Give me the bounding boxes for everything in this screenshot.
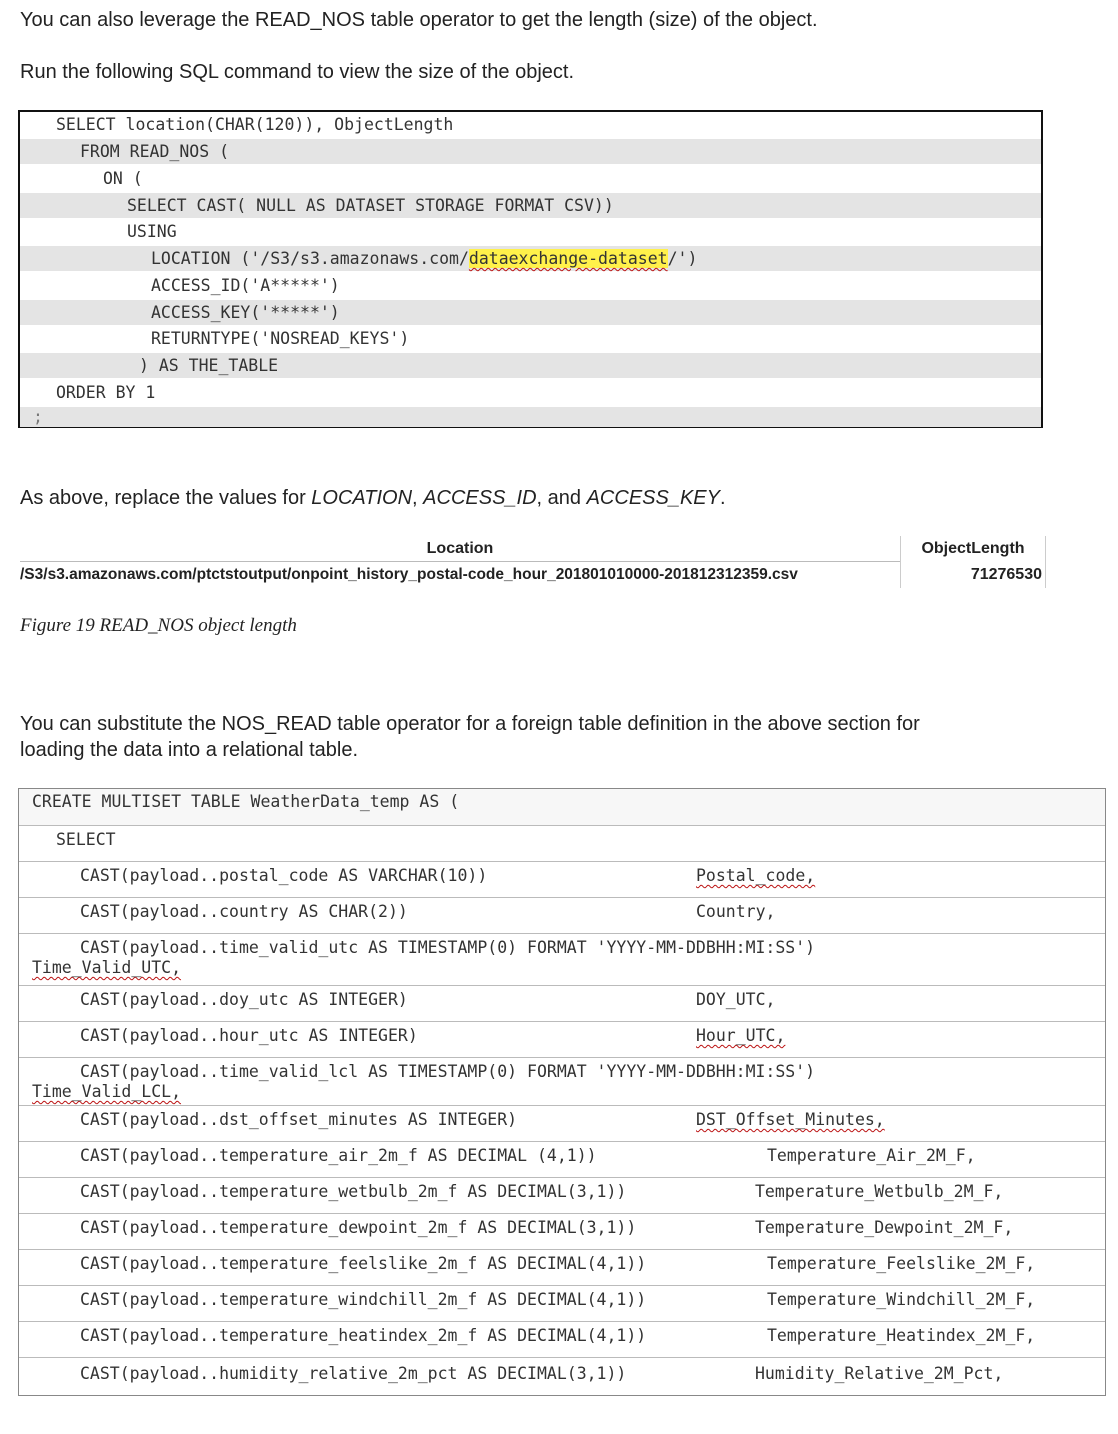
code-expr: CAST(payload..doy_utc AS INTEGER) [80,990,408,1009]
code-alias: DOY_UTC, [696,990,776,1009]
code-text: SELECT CAST( NULL AS DATASET STORAGE FORMAT CSV)) [127,196,614,215]
code-expr: CAST(payload..temperature_heatindex_2m_f AS DECIMAL(4,1)) [80,1326,647,1345]
code-alias: Time_Valid_UTC, [32,958,182,977]
code-expr: CAST(payload..temperature_wetbulb_2m_f AS DECIMAL(3,1)) [80,1182,627,1201]
code-row [19,861,1105,897]
code-expr: CAST(payload..postal_code AS VARCHAR(10)) [80,866,488,885]
code-text: ACCESS_KEY('*****') [151,303,340,322]
code-text: SELECT [56,830,116,849]
intro-line-1: You can also leverage the READ_NOS table operator to get the length (size) of the object. [20,9,818,31]
code-row [19,985,1105,1021]
code-text: ACCESS_ID('A*****') [151,276,340,295]
code-line [20,326,1041,351]
code-row [19,897,1105,933]
code-alias: DST_Offset_Minutes, [696,1110,885,1129]
code-expr: CAST(payload..temperature_windchill_2m_f AS DECIMAL(4,1)) [80,1290,647,1309]
code-expr: CAST(payload..temperature_dewpoint_2m_f AS DECIMAL(3,1)) [80,1218,637,1237]
code-row [19,1141,1105,1177]
code-expr: CAST(payload..hour_utc AS INTEGER) [80,1026,418,1045]
para3-line-1: You can substitute the NOS_READ table operator for a foreign table definition in the above section for [20,713,920,735]
code-text: SELECT location(CHAR(120)), ObjectLength [56,115,454,134]
code-text: FROM READ_NOS ( [80,142,230,161]
code-alias: Temperature_Windchill_2M_F, [767,1290,1036,1309]
table-right-border [1045,536,1046,588]
code-row [19,1249,1105,1285]
code-text: ; [33,407,43,426]
code-expr: CAST(payload..temperature_feelslike_2m_f AS DECIMAL(4,1)) [80,1254,647,1273]
code-expr: CAST(payload..temperature_air_2m_f AS DECIMAL (4,1)) [80,1146,597,1165]
code-expr: CAST(payload..country AS CHAR(2)) [80,902,408,921]
intro-line-2: Run the following SQL command to view the size of the object. [20,61,574,83]
code-line [20,166,1041,191]
code-alias: Temperature_Feelslike_2M_F, [767,1254,1036,1273]
code-line [20,139,1041,164]
code-line [20,219,1041,244]
cell-object-length: 71276530 [970,566,1042,583]
instruction-text: As above, replace the values for LOCATION, ACCESS_ID, and ACCESS_KEY. [20,487,726,509]
code-text: LOCATION ('/S3/s3.amazonaws.com/dataexchange-dataset/') [151,249,698,268]
code-line [20,407,1041,427]
code-text: ORDER BY 1 [56,383,156,402]
code-text: ) AS THE_TABLE [139,356,279,375]
header-location: Location [426,540,494,557]
code-alias: Humidity_Relative_2M_Pct, [755,1364,1004,1383]
code-expr: CAST(payload..time_valid_utc AS TIMESTAMP(0) FORMAT 'YYYY-MM-DDBHH:MI:SS') [80,938,816,957]
code-alias: Time_Valid_LCL, [32,1082,182,1101]
code-row [19,1213,1105,1249]
code-row [19,933,1105,985]
code-alias: Hour_UTC, [696,1026,786,1045]
para3-line-2: loading the data into a relational table. [20,739,359,761]
header-object-length: ObjectLength [921,540,1025,557]
code-line [20,353,1041,378]
code-row [19,789,1105,825]
code-line [20,380,1041,405]
code-alias: Country, [696,902,776,921]
code-text: ON ( [103,169,143,188]
code-row [19,825,1105,861]
code-row [19,1321,1105,1357]
code-alias: Temperature_Air_2M_F, [767,1146,976,1165]
code-alias: Postal_code, [696,866,816,885]
code-line [20,193,1041,218]
code-row [19,1177,1105,1213]
code-alias: Temperature_Wetbulb_2M_F, [755,1182,1004,1201]
code-line [20,273,1041,298]
code-row [19,1105,1105,1141]
code-line [20,300,1041,325]
code-alias: Temperature_Dewpoint_2M_F, [755,1218,1014,1237]
code-expr: CAST(payload..dst_offset_minutes AS INTEGER) [80,1110,518,1129]
code-row [19,1357,1105,1395]
code-line [20,112,1041,137]
result-table [20,536,1046,588]
code-text: RETURNTYPE('NOSREAD_KEYS') [151,329,410,348]
cell-location: /S3/s3.amazonaws.com/ptctstoutput/onpoint_history_postal-code_hour_201801010000-201812312359.csv [20,566,798,583]
figure-caption: Figure 19 READ_NOS object length [20,615,297,636]
sql-code-block-create-table [18,788,1106,1396]
code-row [19,1021,1105,1057]
code-line [20,246,1041,271]
code-row [19,1057,1105,1105]
code-expr: CAST(payload..time_valid_lcl AS TIMESTAMP(0) FORMAT 'YYYY-MM-DDBHH:MI:SS') [80,1062,816,1081]
sql-code-block-read-nos [18,110,1043,428]
code-text: USING [127,222,177,241]
code-text: CREATE MULTISET TABLE WeatherData_temp AS ( [32,792,460,811]
code-alias: Temperature_Heatindex_2M_F, [767,1326,1036,1345]
highlighted-bucket: dataexchange-dataset [468,249,668,268]
code-row [19,1285,1105,1321]
code-expr: CAST(payload..humidity_relative_2m_pct AS DECIMAL(3,1)) [80,1364,627,1383]
